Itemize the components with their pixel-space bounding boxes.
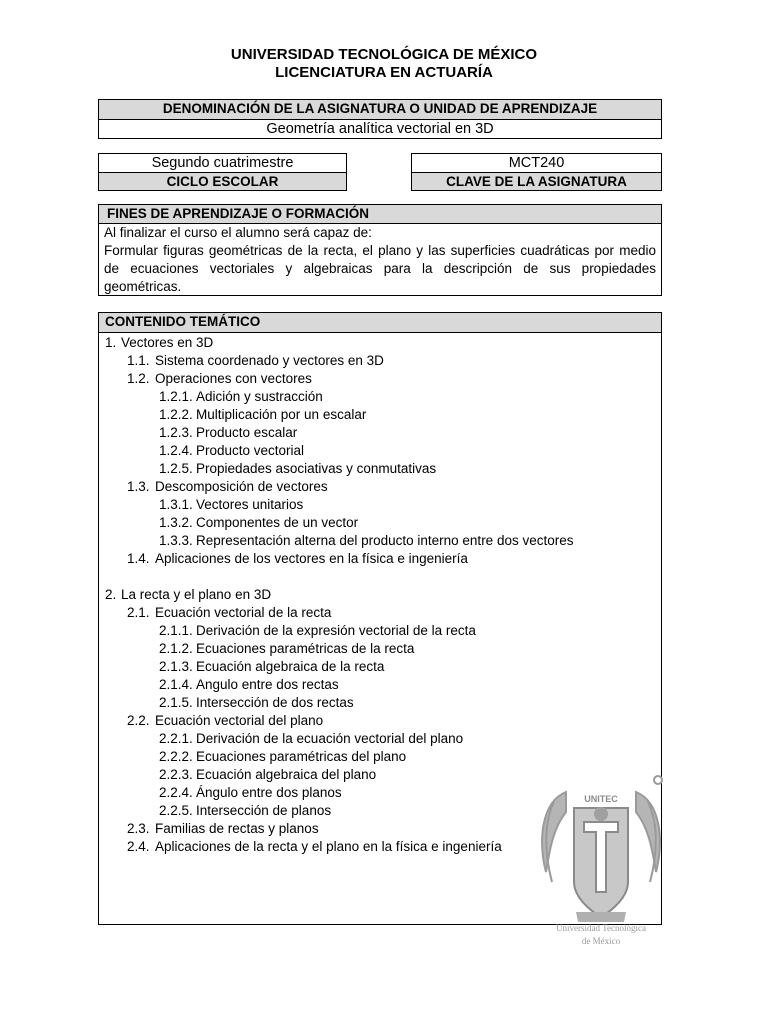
- content-item-text: Propiedades asociativas y conmutativas: [196, 461, 437, 476]
- content-item-text: Aplicaciones de los vectores en la física e ingeniería: [155, 551, 468, 566]
- content-item-number: 2.2.1.: [159, 731, 193, 746]
- content-item-text: Vectores en 3D: [121, 335, 214, 350]
- code-value: MCT240: [508, 155, 565, 171]
- aims-body: Formular figuras geométricas de la recta, el plano y las superficies cuadráticas por medio de ecuaciones vectoriales y algebraicas para la descripción de sus propiedades geométricas.: [104, 243, 656, 294]
- content-item-text: Intersección de planos: [196, 803, 332, 818]
- content-item-number: 1.2.: [127, 371, 150, 386]
- content-item-text: Derivación de la ecuación vectorial del plano: [196, 731, 464, 746]
- content-item-text: Adición y sustracción: [196, 389, 323, 404]
- content-item-text: Representación alterna del producto interno entre dos vectores: [196, 533, 574, 548]
- content-item-number: 2.1.3.: [159, 659, 193, 674]
- content-item-text: Ecuaciones paramétricas de la recta: [196, 641, 415, 656]
- cycle-label: CICLO ESCOLAR: [99, 172, 346, 190]
- content-label: CONTENIDO TEMÁTICO: [99, 313, 661, 332]
- content-item-number: 1.2.4.: [159, 443, 193, 458]
- content-item-text: Ecuaciones paramétricas del plano: [196, 749, 407, 764]
- content-item-number: 2.2.3.: [159, 767, 193, 782]
- content-item-text: Ecuación vectorial del plano: [155, 713, 324, 728]
- subject-value: Geometría analítica vectorial en 3D: [99, 119, 661, 138]
- content-item-text: Angulo entre dos rectas: [196, 677, 339, 692]
- code-label: CLAVE DE LA ASIGNATURA: [412, 172, 661, 190]
- seal-icon: [536, 772, 666, 950]
- subject-label: DENOMINACIÓN DE LA ASIGNATURA O UNIDAD DE APRENDIZAJE: [99, 100, 661, 119]
- content-item-text: Producto vectorial: [196, 443, 305, 458]
- aims-text: [99, 223, 661, 296]
- content-item-text: Intersección de dos rectas: [196, 695, 354, 710]
- content-item-text: Operaciones con vectores: [155, 371, 312, 386]
- content-item-number: 1.1.: [127, 353, 150, 368]
- aims-box: [98, 204, 662, 296]
- content-item-number: 2.1.4.: [159, 677, 193, 692]
- content-item-text: Descomposición de vectores: [155, 479, 328, 494]
- content-item-number: 1.2.1.: [159, 389, 193, 404]
- content-item-number: 1.: [105, 335, 117, 350]
- content-item-number: 2.1.5.: [159, 695, 193, 710]
- content-item-number: 1.3.: [127, 479, 150, 494]
- cycle-box: [98, 153, 347, 191]
- seal-caption-1: Universidad Tecnológica: [556, 923, 646, 933]
- content-item-number: 1.2.3.: [159, 425, 193, 440]
- content-item-text: Ecuación algebraica de la recta: [196, 659, 385, 674]
- content-item-number: 2.3.: [127, 821, 150, 836]
- content-item-text: Componentes de un vector: [196, 515, 359, 530]
- content-item-number: 2.2.5.: [159, 803, 193, 818]
- content-item-number: 1.2.5.: [159, 461, 193, 476]
- content-item-number: 2.1.: [127, 605, 150, 620]
- content-item-number: 2.2.: [127, 713, 150, 728]
- content-item-number: 1.4.: [127, 551, 150, 566]
- subject-box: [98, 99, 662, 139]
- content-item-number: 1.3.2.: [159, 515, 193, 530]
- content-item-text: Ángulo entre dos planos: [196, 785, 342, 800]
- content-item-number: 1.3.1.: [159, 497, 193, 512]
- content-item-number: 2.4.: [127, 839, 150, 854]
- content-item-text: Aplicaciones de la recta y el plano en la física e ingeniería: [155, 839, 502, 854]
- content-item-number: 2.1.1.: [159, 623, 193, 638]
- content-item-number: 2.: [105, 587, 117, 602]
- content-item-text: Ecuación vectorial de la recta: [155, 605, 332, 620]
- program-title: LICENCIATURA EN ACTUARÍA: [275, 64, 493, 81]
- code-box: [411, 153, 662, 191]
- content-item-text: Familias de rectas y planos: [155, 821, 319, 836]
- content-item-text: Vectores unitarios: [196, 497, 304, 512]
- content-item-text: Derivación de la expresión vectorial de la recta: [196, 623, 476, 638]
- university-seal-watermark: [536, 772, 666, 950]
- content-item-number: 2.2.2.: [159, 749, 193, 764]
- content-item-number: 1.2.2.: [159, 407, 193, 422]
- content-item-number: 1.3.3.: [159, 533, 193, 548]
- content-item-number: 2.1.2.: [159, 641, 193, 656]
- university-title: UNIVERSIDAD TECNOLÓGICA DE MÉXICO: [230, 46, 538, 63]
- content-item-number: 2.2.4.: [159, 785, 193, 800]
- content-item-text: Ecuación algebraica del plano: [196, 767, 377, 782]
- cycle-value: Segundo cuatrimestre: [151, 155, 294, 171]
- aims-label: FINES DE APRENDIZAJE O FORMACIÓN: [99, 205, 661, 223]
- content-item-text: Producto escalar: [196, 425, 298, 440]
- content-item-text: Sistema coordenado y vectores en 3D: [155, 353, 384, 368]
- content-item-text: Multiplicación por un escalar: [196, 407, 367, 422]
- seal-text: UNITEC: [584, 794, 618, 804]
- content-item-text: La recta y el plano en 3D: [121, 587, 272, 602]
- aims-intro: Al finalizar el curso el alumno será capaz de:: [104, 225, 372, 240]
- seal-caption-2: de México: [581, 936, 621, 946]
